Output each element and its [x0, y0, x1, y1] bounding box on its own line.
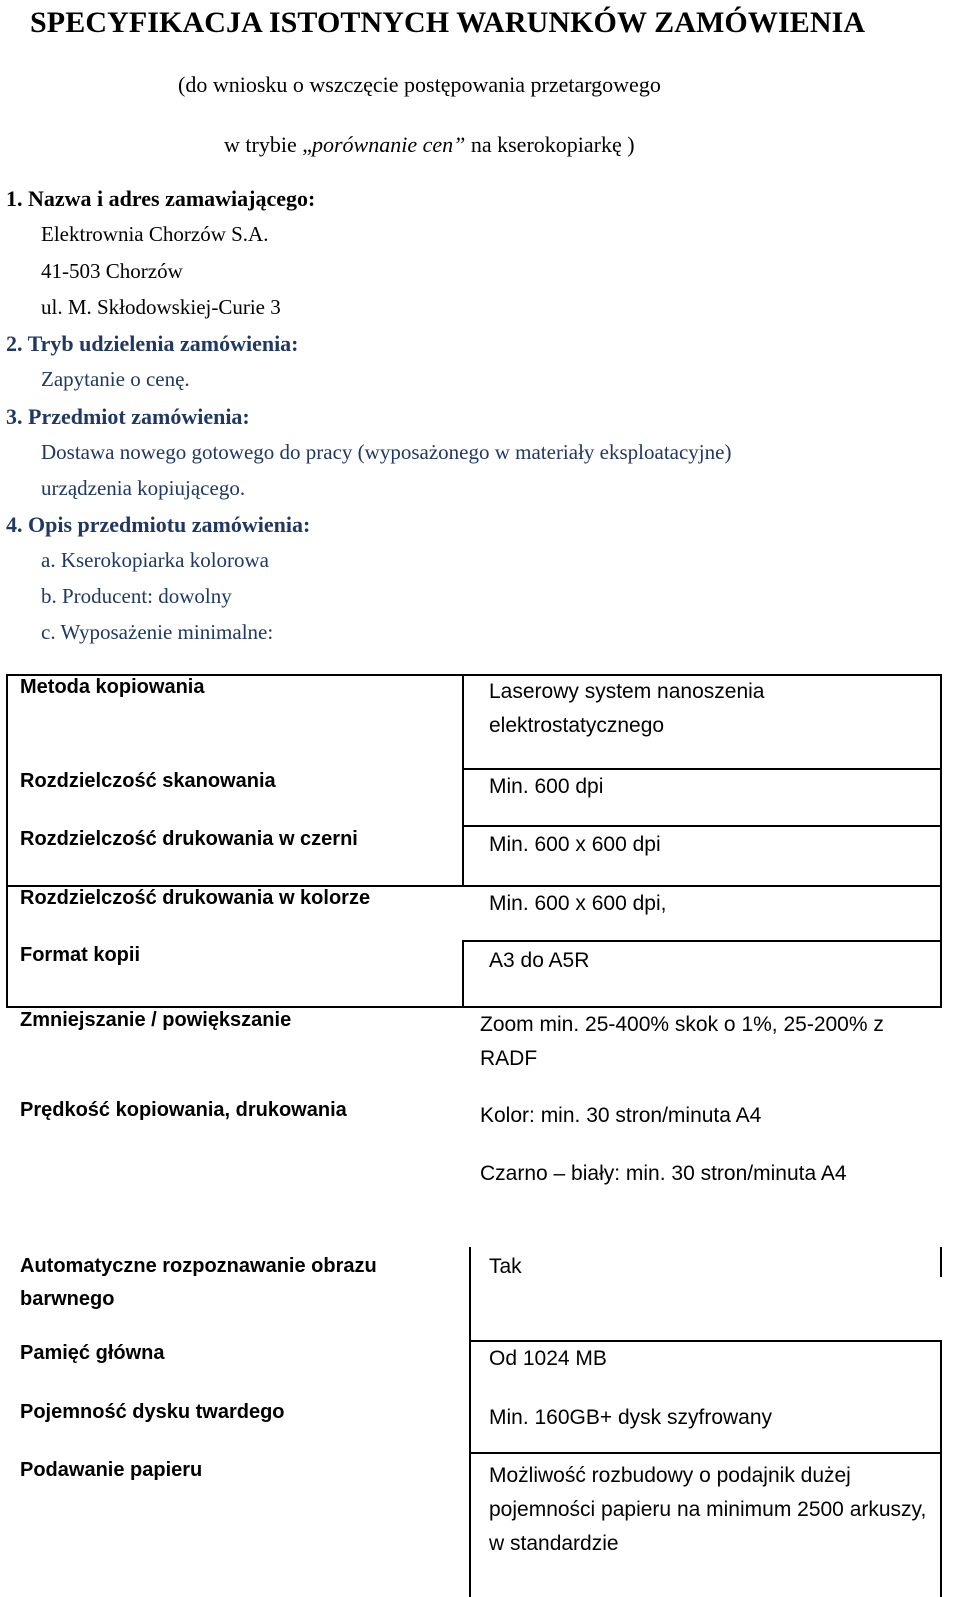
spec-value: Od 1024 MB — [489, 1347, 607, 1370]
spec-value: Min. 600 dpi — [489, 775, 604, 798]
spec-label: Metoda kopiowania — [20, 676, 205, 698]
spec-label: Rozdzielczość drukowania w czerni — [20, 828, 358, 850]
spec-value: Min. 600 x 600 dpi, — [489, 892, 667, 915]
spec-label: Zmniejszanie / powiększanie — [20, 1009, 292, 1031]
spec-label: Podawanie papieru — [20, 1459, 203, 1481]
document-subtitle-line2 — [224, 132, 635, 158]
subtitle-suffix: na kserokopiarkę ) — [465, 132, 635, 157]
table-border — [469, 1247, 471, 1597]
table-border — [940, 1340, 942, 1597]
table-border — [462, 940, 464, 1008]
table-border — [469, 1452, 942, 1454]
subtitle-prefix: w trybie „ — [224, 132, 312, 157]
spec-value: Kolor: min. 30 stron/minuta A4 — [480, 1104, 762, 1127]
section-3-line: Dostawa nowego gotowego do pracy (wyposażonego w materiały eksploatacyjne) — [41, 440, 732, 464]
spec-value: Min. 160GB+ dysk szyfrowany — [489, 1406, 773, 1429]
section-4-line: a. Kserokopiarka kolorowa — [41, 548, 270, 572]
section-2-heading: 2. Tryb udzielenia zamówienia: — [6, 331, 299, 356]
section-3-heading: 3. Przedmiot zamówienia: — [6, 404, 250, 429]
spec-value: A3 do A5R — [489, 949, 590, 972]
spec-label: Automatyczne rozpoznawanie obrazu barwnego — [20, 1255, 377, 1310]
table-border — [6, 674, 8, 1008]
document-title: SPECYFIKACJA ISTOTNYCH WARUNKÓW ZAMÓWIENIA — [30, 6, 866, 39]
spec-value: Możliwość rozbudowy o podajnik dużej pojemności papieru na minimum 2500 arkuszy, w standardzie — [489, 1464, 927, 1555]
document-subtitle-line1: (do wniosku o wszczęcie postępowania przetargowego — [178, 72, 661, 97]
spec-label: Prędkość kopiowania, drukowania — [20, 1099, 347, 1121]
section-1-line: Elektrownia Chorzów S.A. — [41, 222, 269, 246]
table-border — [462, 674, 464, 886]
section-3-line: urządzenia kopiującego. — [41, 476, 246, 500]
spec-label: Rozdzielczość drukowania w kolorze — [20, 887, 371, 909]
spec-label: Rozdzielczość skanowania — [20, 770, 276, 792]
section-4-line: c. Wyposażenie minimalne: — [41, 620, 274, 644]
section-1-heading: 1. Nazwa i adres zamawiającego: — [6, 186, 316, 211]
section-4-line: b. Producent: dowolny — [41, 584, 232, 608]
section-1-line: ul. M. Skłodowskiej-Curie 3 — [41, 295, 281, 319]
spec-label: Pamięć główna — [20, 1342, 165, 1364]
spec-value: Min. 600 x 600 dpi — [489, 833, 661, 856]
section-1-line: 41-503 Chorzów — [41, 259, 183, 283]
spec-value: Laserowy system nanoszenia elektrostatycznego — [489, 680, 765, 737]
spec-label: Pojemność dysku twardego — [20, 1401, 285, 1423]
spec-value: Tak — [489, 1255, 522, 1278]
subtitle-italic: porównanie cen” — [311, 132, 466, 157]
table-border — [462, 825, 942, 827]
spec-value: Zoom min. 25-400% skok o 1%, 25-200% z RADF — [480, 1013, 884, 1070]
spec-value: Czarno – biały: min. 30 stron/minuta A4 — [480, 1162, 847, 1185]
table-border — [462, 940, 942, 942]
spec-label: Format kopii — [20, 944, 141, 966]
section-2-line: Zapytanie o cenę. — [41, 367, 190, 391]
section-4-heading: 4. Opis przedmiotu zamówienia: — [6, 512, 311, 537]
